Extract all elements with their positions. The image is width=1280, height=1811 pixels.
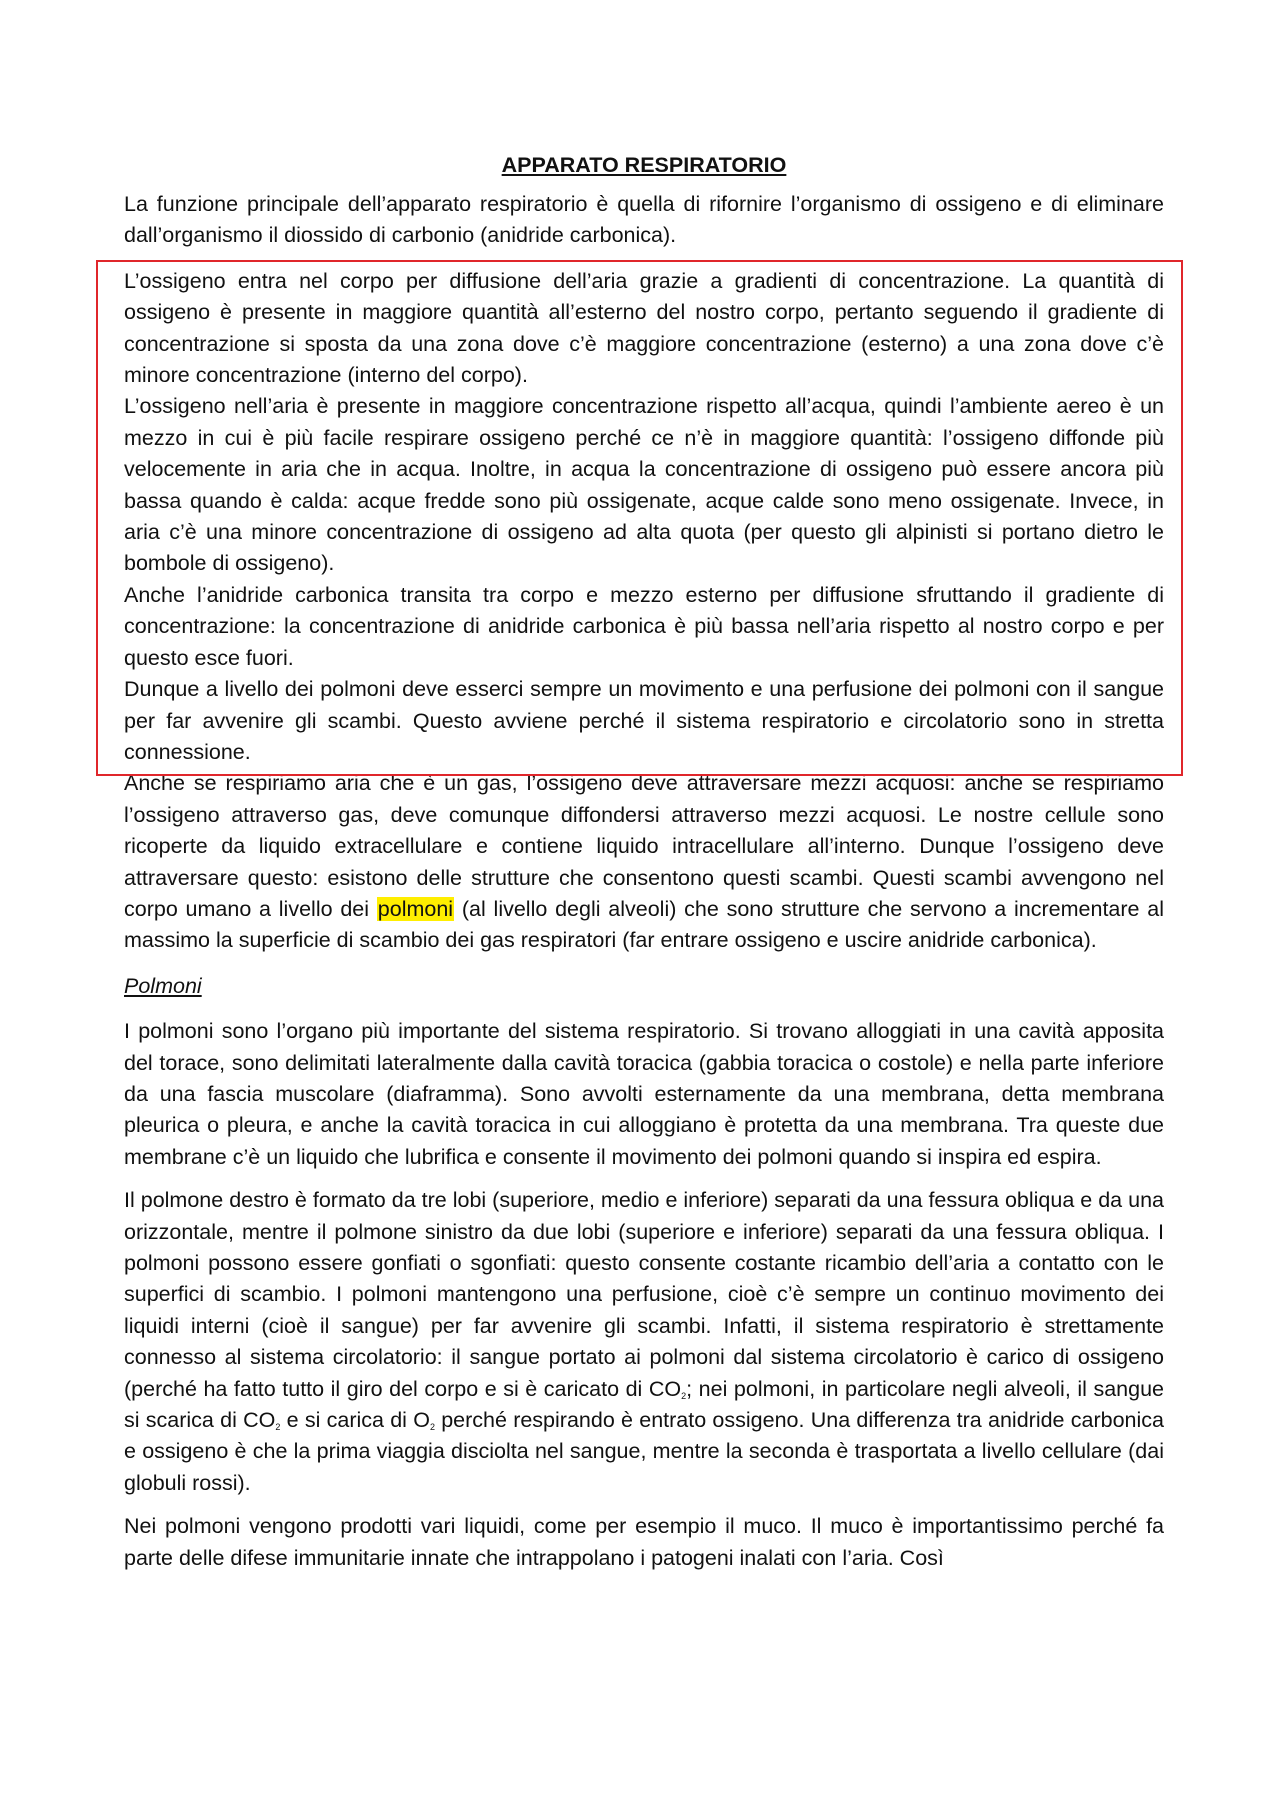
boxed-paragraph-4: Dunque a livello dei polmoni deve esserci sempre un movimento e una perfusione dei polmoni con il sangue per far avvenire gli scambi. Questo avviene perché il sistema respiratorio e circolatorio sono in stretta connessione. [124, 677, 1164, 764]
subscript-2: 2 [275, 1422, 281, 1433]
section-heading-polmoni: Polmoni [124, 973, 202, 998]
polmoni-p2-text-1: Il polmone destro è formato da tre lobi (superiore, medio e inferiore) separati da una fessura obliqua e da una orizzontale, mentre il polmone sinistro da due lobi (superiore e inferiore) separati da una fessura obliqua. I polmoni possono essere gonfiati o sgonfiati: questo consente costante ricambio dell’aria a contatto con le superfici di scambio. I polmoni mantengono una perfusione, cioè c’è sempre un continuo movimento dei liquidi interni (cioè il sangue) per far avvenire gli scambi. Infatti, il sistema respiratorio è strettamente connesso al sistema circolatorio: il sangue portato ai polmoni dal sistema circolatorio è carico di ossigeno (perché ha fatto tutto il giro del corpo e si è caricato di CO [124, 1188, 1164, 1401]
polmoni-paragraph-1: I polmoni sono l’organo più importante del sistema respiratorio. Si trovano alloggiati in una cavità apposita del torace, sono delimitati lateralmente dalla cavità toracica (gabbia toracica o costole) e nella parte inferiore da una fascia muscolare (diaframma). Sono avvolti esternamente da una membrana, detta membrana pleurica o pleura, e anche la cavità toracica in cui alloggiano è protetta da una membrana. Tra queste due membrane c’è un liquido che lubrifica e consente il movimento dei polmoni quando si inspira ed espira. [124, 1019, 1164, 1169]
subscript-2: 2 [429, 1422, 435, 1433]
polmoni-paragraph-3: Nei polmoni vengono prodotti vari liquidi, come per esempio il muco. Il muco è importantissimo perché fa parte delle difese immunitarie innate che intrappolano i patogeni inalati con l’aria. Così [124, 1514, 1164, 1570]
highlighted-section [124, 266, 1164, 769]
after-box-text-2: (al livello degli alveoli) che sono strutture che servono a incrementare al massimo la superficie di scambio dei gas respiratori (far entrare ossigeno e uscire anidride carbonica). [124, 896, 1164, 953]
polmoni-paragraph-2 [124, 1185, 1164, 1499]
intro-paragraph: La funzione principale dell’apparato respiratorio è quella di rifornire l’organismo di ossigeno e di eliminare dall’organismo il diossido di carbonio (anidride carbonica). [124, 192, 1164, 248]
document-page [124, 150, 1164, 1574]
after-box-text-1: Anche se respiriamo aria che è un gas, l’ossigeno deve attraversare mezzi acquosi: anche se respiriamo l’ossigeno attraverso gas, deve comunque diffondersi attraverso mezzi acquosi. Le nostre cellule sono ricoperte da liquido extracellulare e contiene liquido intracellulare all’interno. Dunque l’ossigeno deve attraversare questo: esistono delle strutture che consentono questi scambi. Questi scambi avvengono nel corpo umano a livello dei [124, 771, 1164, 921]
highlighted-word: polmoni [377, 896, 454, 921]
subscript-2: 2 [681, 1390, 687, 1401]
boxed-paragraph-2: L’ossigeno nell’aria è presente in maggiore concentrazione rispetto all’acqua, quindi l’ambiente aereo è un mezzo in cui è più facile respirare ossigeno perché ce n’è in maggiore quantità: l’ossigeno diffonde più velocemente in aria che in acqua. Inoltre, in acqua la concentrazione di ossigeno può essere ancora più bassa quando è calda: acque fredde sono più ossigenate, acque calde sono meno ossigenate. Invece, in aria c’è una minore concentrazione di ossigeno ad alta quota (per questo gli alpinisti si portano dietro le bombole di ossigeno). [124, 394, 1164, 576]
boxed-paragraph-3: Anche l’anidride carbonica transita tra corpo e mezzo esterno per diffusione sfruttando il gradiente di concentrazione: la concentrazione di anidride carbonica è più bassa nell’aria rispetto al nostro corpo e per questo esce fuori. [124, 582, 1164, 670]
polmoni-p2-text-2: ; nei polmoni, in particolare negli alveoli, il sangue si scarica di CO [124, 1376, 1164, 1433]
document-title: APPARATO RESPIRATORIO [501, 153, 787, 177]
polmoni-p2-text-4: perché respirando è entrato ossigeno. Una differenza tra anidride carbonica e ossigeno è che la prima viaggia disciolta nel sangue, mentre la seconda è trasportata a livello cellulare (dai globuli rossi). [124, 1408, 1164, 1495]
after-box-paragraph [124, 768, 1164, 956]
polmoni-p2-text-3: e si carica di O [280, 1408, 430, 1433]
boxed-paragraph-1: L’ossigeno entra nel corpo per diffusione dell’aria grazie a gradienti di concentrazione. La quantità di ossigeno è presente in maggiore quantità all’esterno del nostro corpo, pertanto seguendo il gradiente di concentrazione si sposta da una zona dove c’è maggiore concentrazione (esterno) a una zona dove c’è minore concentrazione (interno del corpo). [124, 268, 1164, 388]
